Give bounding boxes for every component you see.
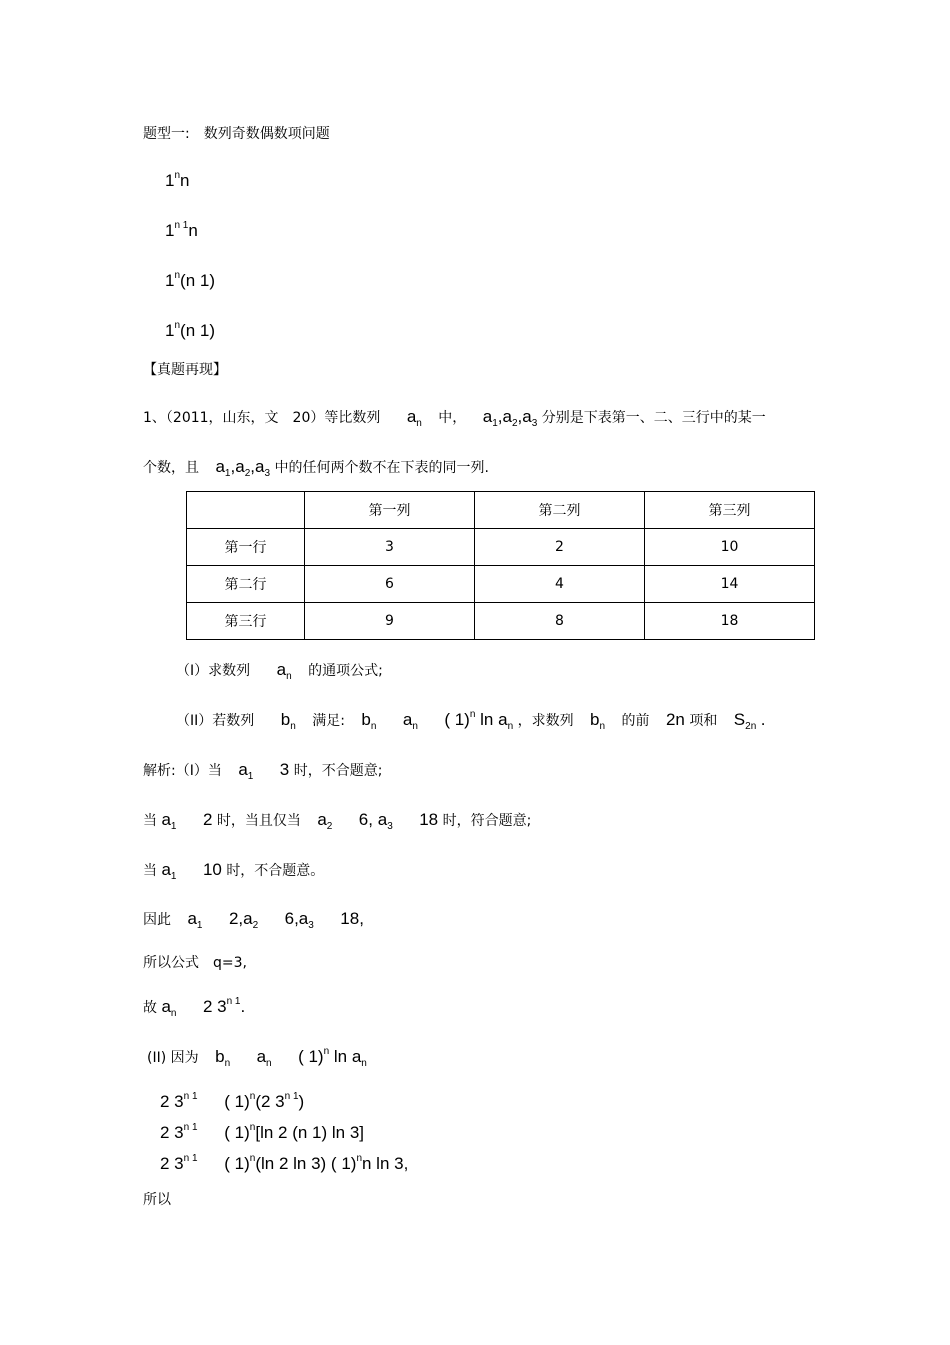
- problem-line-1: 1、（2011，山东，文 20）等比数列 $a_n$ 中， $a_1,a_2,a_3$ 分别是下表第一、二、三行中的某一: [143, 407, 766, 429]
- table-cell: 2: [475, 529, 645, 566]
- table-cell: 6: [305, 566, 475, 603]
- table-cell: 3: [305, 529, 475, 566]
- question-1: （I）求数列 $a_n$ 的通项公式;: [176, 660, 383, 682]
- table-cell: 18: [645, 603, 815, 640]
- table-header-cell: 第二列: [475, 492, 645, 529]
- table-cell: 8: [475, 603, 645, 640]
- question-2: （II）若数列 $b_n$ 满足: $b_n$ $a_n$ ( 1)$^n$ $\ln a_n$ ，求数列 $b_n$ 的前 2n 项和 $S_{2n}$ .: [176, 709, 766, 732]
- part2-line-3: 2 $3^{n 1}$ ( 1)$^n$(ln 2 ln 3) ( 1)$^n$n ln 3,: [160, 1153, 409, 1173]
- solution-line-1: 解析:（I）当 $a_1$ 3 时，不合题意;: [143, 760, 383, 782]
- problem-line-2: 个数，且 $a_1,a_2,a_3$ 中的任何两个数不在下表的同一列.: [143, 457, 489, 479]
- table-cell: 10: [645, 529, 815, 566]
- formula-3: 1$^n$(n 1): [165, 270, 215, 290]
- table-cell: 14: [645, 566, 815, 603]
- table-header-cell: 第三列: [645, 492, 815, 529]
- table-row: [187, 603, 815, 640]
- heading-real-exam: 【真题再现】: [143, 362, 227, 378]
- table-cell: 第二行: [187, 566, 305, 603]
- table-row: [187, 566, 815, 603]
- solution-line-3: 当 $a_1$ 10 时，不合题意。: [143, 860, 325, 882]
- part2-line-1: 2 $3^{n 1}$ ( 1)$^n$(2 $3^{n 1}$): [160, 1091, 305, 1111]
- solution-general-term: 故 $a_n$ 2 $3^{n 1}$.: [143, 996, 246, 1019]
- solution-line-4: 因此 $a_1$ $2,a_2$ $6,a_3$ 18,: [143, 909, 364, 931]
- part2-line-2: 2 $3^{n 1}$ ( 1)$^n$[ln 2 (n 1) ln 3]: [160, 1122, 365, 1142]
- part2-intro: (II) 因为 $b_n$ $a_n$ ( 1)$^n$ $\ln a_n$: [147, 1046, 367, 1069]
- data-table: [186, 491, 815, 640]
- table-header-row: [187, 492, 815, 529]
- solution-line-2: 当 $a_1$ 2 时，当且仅当 $a_2$ 6, $a_3$ 18 时，符合题意;: [143, 810, 532, 832]
- formula-4: 1$^n$(n 1): [165, 320, 215, 340]
- formula-1: 1$^n$n: [165, 170, 190, 190]
- solution-ratio: 所以公式 q=3,: [143, 955, 247, 971]
- part2-so: 所以: [143, 1192, 171, 1208]
- table-cell: 第三行: [187, 603, 305, 640]
- table-cell: 9: [305, 603, 475, 640]
- formula-2: $1^{n 1}n$: [165, 220, 198, 240]
- section-title: 题型一: 数列奇数偶数项问题: [143, 126, 330, 142]
- table-row: [187, 529, 815, 566]
- table-header-cell: 第一列: [305, 492, 475, 529]
- table-cell: 第一行: [187, 529, 305, 566]
- table-header-cell: [187, 492, 305, 529]
- table-cell: 4: [475, 566, 645, 603]
